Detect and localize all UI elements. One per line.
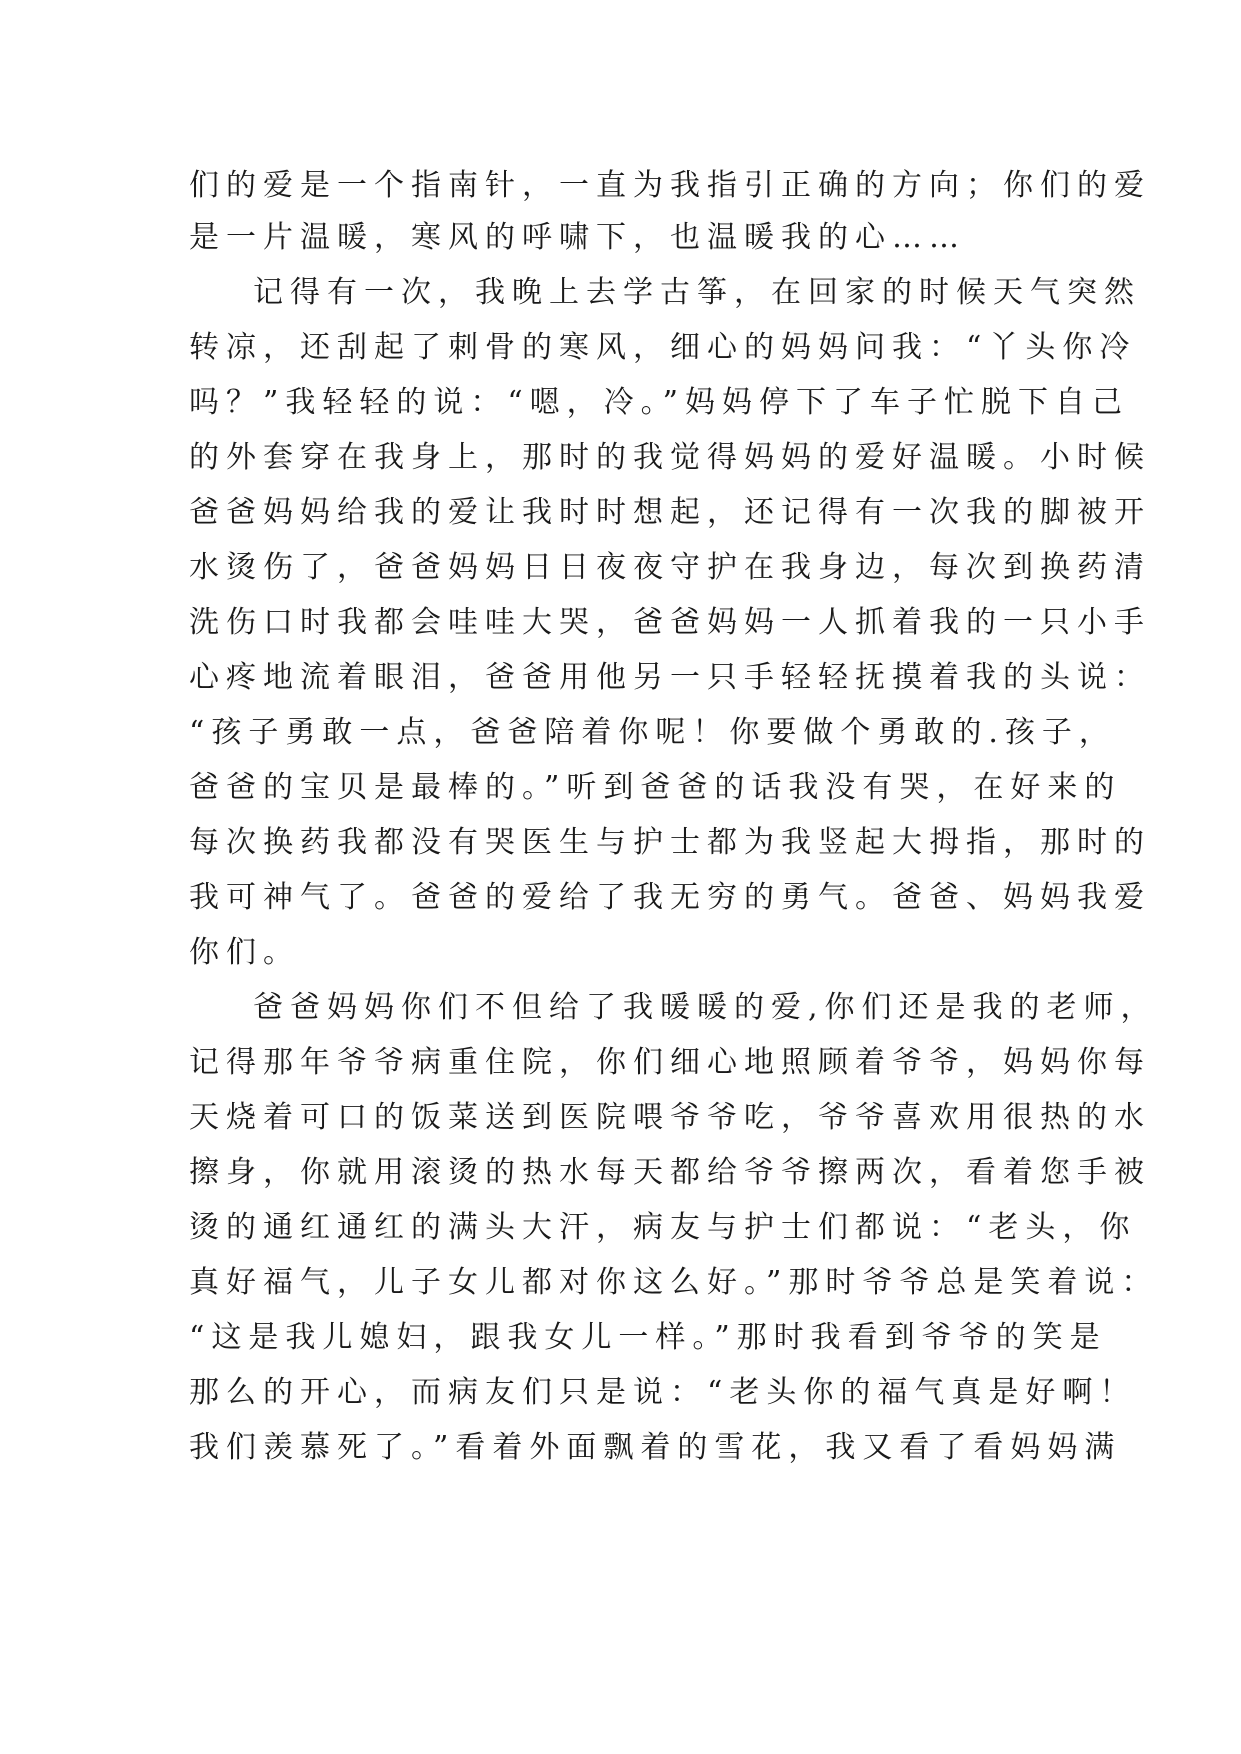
text-line: 那么的开心，而病友们只是说：“老头你的福气真是好啊！: [189, 1375, 1137, 1410]
text-line: 水烫伤了，爸爸妈妈日日夜夜守护在我身边，每次到换药清: [189, 550, 1151, 585]
text-line: 我可神气了。爸爸的爱给了我无穷的勇气。爸爸、妈妈我爱: [189, 880, 1151, 915]
text-line: 每次换药我都没有哭医生与护士都为我竖起大拇指，那时的: [189, 825, 1151, 860]
text-line: 烫的通红通红的满头大汗，病友与护士们都说：“老头，你: [189, 1210, 1137, 1245]
text-line: “孩子勇敢一点，爸爸陪着你呢！你要做个勇敢的.孩子，: [189, 715, 1116, 750]
text-line: 们的爱是一个指南针，一直为我指引正确的方向；你们的爱: [189, 168, 1151, 203]
text-line: 天烧着可口的饭菜送到医院喂爷爷吃，爷爷喜欢用很热的水: [189, 1100, 1151, 1135]
text-line: 洗伤口时我都会哇哇大哭，爸爸妈妈一人抓着我的一只小手: [189, 605, 1151, 640]
text-line: 你们。: [189, 935, 300, 970]
paragraph-start-line: 爸爸妈妈你们不但给了我暖暖的爱,你们还是我的老师，: [253, 990, 1158, 1025]
text-line: 是一片温暖，寒风的呼啸下，也温暖我的心……: [189, 220, 966, 255]
paragraph-start-line: 记得有一次，我晚上去学古筝，在回家的时候天气突然: [253, 275, 1141, 310]
text-line: 爸爸的宝贝是最棒的。”听到爸爸的话我没有哭，在好来的: [189, 770, 1122, 805]
text-line: 的外套穿在我身上，那时的我觉得妈妈的爱好温暖。小时候: [189, 440, 1151, 475]
text-line: 心疼地流着眼泪，爸爸用他另一只手轻轻抚摸着我的头说：: [189, 660, 1151, 695]
text-line: 转凉，还刮起了刺骨的寒风，细心的妈妈问我：“丫头你冷: [189, 330, 1137, 365]
text-line: “这是我儿媳妇，跟我女儿一样。”那时我看到爷爷的笑是: [189, 1320, 1107, 1355]
text-line: 擦身，你就用滚烫的热水每天都给爷爷擦两次，看着您手被: [189, 1155, 1151, 1190]
text-line: 爸爸妈妈给我的爱让我时时想起，还记得有一次我的脚被开: [189, 495, 1151, 530]
text-line: 真好福气，儿子女儿都对你这么好。”那时爷爷总是笑着说：: [189, 1265, 1159, 1300]
text-line: 记得那年爷爷病重住院，你们细心地照顾着爷爷，妈妈你每: [189, 1045, 1151, 1080]
text-line: 吗？”我轻轻的说：“嗯，冷。”妈妈停下了车子忙脱下自己: [189, 385, 1130, 420]
text-line: 我们羡慕死了。”看着外面飘着的雪花，我又看了看妈妈满: [189, 1430, 1122, 1465]
